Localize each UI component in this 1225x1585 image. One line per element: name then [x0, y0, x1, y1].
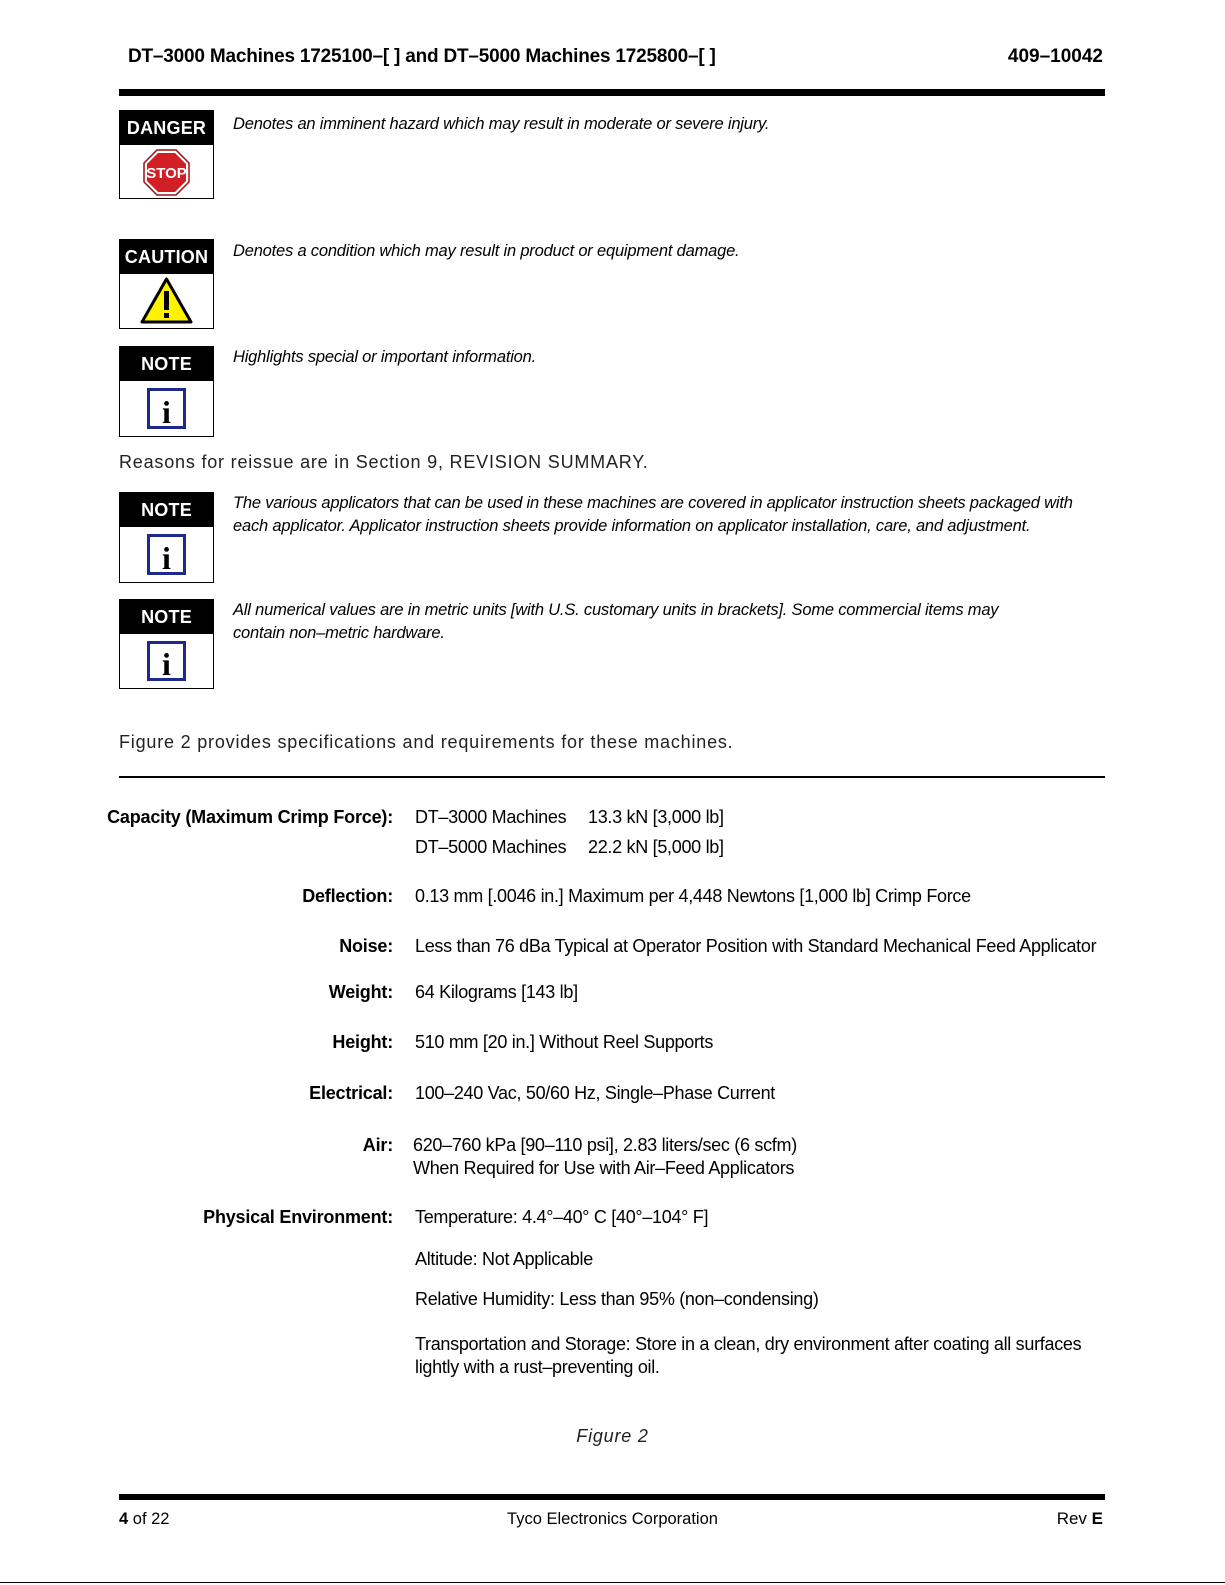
- capacity-machine-1: DT–3000 Machines: [415, 807, 567, 827]
- note-label: NOTE: [120, 600, 213, 634]
- caution-notice-box: [119, 239, 214, 329]
- capacity-label: Capacity (Maximum Crimp Force):: [107, 807, 393, 827]
- note-label: NOTE: [120, 493, 213, 527]
- electrical-label: Electrical:: [309, 1083, 393, 1103]
- capacity-machine-2: DT–5000 Machines: [415, 837, 567, 857]
- svg-text:i: i: [162, 540, 171, 576]
- note-label: NOTE: [120, 347, 213, 381]
- document-title: DT–3000 Machines 1725100–[ ] and DT–5000 Machines 1725800–[ ]: [128, 46, 716, 67]
- info-icon: [120, 634, 213, 688]
- applicator-note-box: [119, 492, 214, 583]
- environment-label: Physical Environment:: [203, 1207, 393, 1227]
- air-label: Air:: [362, 1135, 393, 1155]
- caution-label: CAUTION: [120, 240, 213, 274]
- capacity-value-1: 13.3 kN [3,000 lb]: [588, 807, 724, 827]
- note-description: Highlights special or important information.: [233, 348, 537, 366]
- stop-sign-icon: [120, 145, 213, 198]
- environment-temperature: Temperature: 4.4°–40° C [40°–104° F]: [415, 1207, 709, 1227]
- danger-notice-box: [119, 110, 214, 199]
- figure-top-rule: [119, 776, 1105, 778]
- weight-label: Weight:: [328, 982, 393, 1002]
- reissue-text: Reasons for reissue are in Section 9, REVISION SUMMARY.: [119, 452, 649, 472]
- svg-text:i: i: [162, 646, 171, 682]
- info-icon: [120, 527, 213, 582]
- environment-humidity: Relative Humidity: Less than 95% (non–condensing): [415, 1289, 819, 1309]
- info-icon: [120, 381, 213, 436]
- document-number: 409–10042: [1007, 46, 1103, 67]
- units-note-text: [233, 599, 998, 645]
- warning-triangle-icon: [120, 274, 213, 328]
- applicator-note-line-2: each applicator. Applicator instruction sheets provide information on applicator installation, care, and adjustment.: [233, 517, 1031, 535]
- environment-storage-line-1: Transportation and Storage: Store in a clean, dry environment after coating all surfaces: [415, 1334, 1082, 1354]
- capacity-value-2: 22.2 kN [5,000 lb]: [588, 837, 724, 857]
- units-note-box: [119, 599, 214, 689]
- revision: [1057, 1509, 1103, 1529]
- applicator-note-line-1: The various applicators that can be used in these machines are covered in applicator instruction sheets packaged with: [233, 494, 1073, 512]
- deflection-value: 0.13 mm [.0046 in.] Maximum per 4,448 Newtons [1,000 lb] Crimp Force: [415, 886, 971, 906]
- units-note-line-2: contain non–metric hardware.: [233, 624, 445, 642]
- height-value: 510 mm [20 in.] Without Reel Supports: [415, 1032, 714, 1052]
- units-note-line-1: All numerical values are in metric units [with U.S. customary units in brackets]. Some commercial items may: [233, 601, 999, 619]
- environment-altitude: Altitude: Not Applicable: [415, 1249, 593, 1269]
- weight-value: 64 Kilograms [143 lb]: [415, 982, 578, 1002]
- caution-description: Denotes a condition which may result in product or equipment damage.: [233, 242, 740, 260]
- air-value-line-1: 620–760 kPa [90–110 psi], 2.83 liters/sec (6 scfm): [413, 1135, 797, 1155]
- page-number-total: of 22: [128, 1510, 170, 1528]
- environment-storage-line-2: lightly with a rust–preventing oil.: [415, 1357, 660, 1377]
- figure-intro-text: Figure 2 provides specifications and requirements for these machines.: [119, 732, 734, 752]
- noise-label: Noise:: [339, 936, 393, 956]
- header-rule: [119, 89, 1105, 96]
- danger-description: Denotes an imminent hazard which may result in moderate or severe injury.: [233, 115, 770, 133]
- stop-sign-text: STOP: [146, 165, 187, 182]
- page-number-current: 4: [119, 1510, 129, 1528]
- svg-text:i: i: [162, 394, 171, 430]
- danger-label: DANGER: [120, 111, 213, 145]
- revision-letter: E: [1091, 1509, 1103, 1528]
- deflection-label: Deflection:: [302, 886, 393, 906]
- noise-value: Less than 76 dBa Typical at Operator Position with Standard Mechanical Feed Applicator: [415, 936, 1097, 956]
- note-notice-box: [119, 346, 214, 437]
- air-value-line-2: When Required for Use with Air–Feed Applicators: [413, 1158, 795, 1178]
- footer-rule: [119, 1494, 1105, 1500]
- company-name: Tyco Electronics Corporation: [507, 1510, 718, 1528]
- electrical-value: 100–240 Vac, 50/60 Hz, Single–Phase Current: [415, 1083, 776, 1103]
- applicator-note-text: [233, 492, 1073, 538]
- page-bottom-edge: [0, 1582, 1225, 1583]
- figure-caption: Figure 2: [576, 1426, 649, 1446]
- height-label: Height:: [332, 1032, 393, 1052]
- revision-label: Rev: [1056, 1509, 1092, 1528]
